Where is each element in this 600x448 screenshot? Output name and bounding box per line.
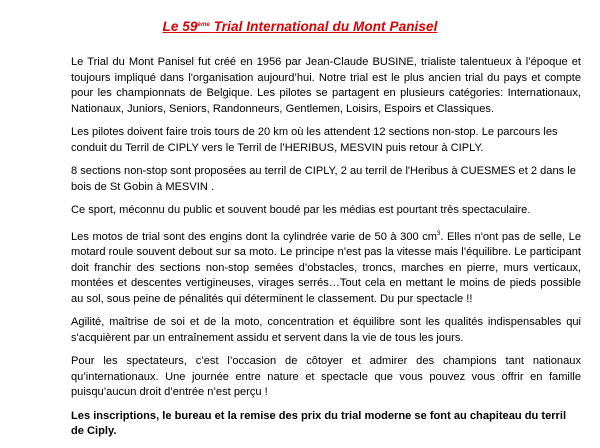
paragraph-registration: Les inscriptions, le bureau et la remise des prix du trial moderne se font au chapiteau du terril de Ciply. — [71, 409, 567, 437]
title-prefix: Le 59 — [162, 19, 198, 34]
paragraph-sections: 8 sections non-stop sont proposées au terril de CIPLY, 2 au terril de l'Heribus à CUESMES et 2 dans le bois de St Gobin à MESVIN . — [71, 165, 576, 193]
page-title — [0, 19, 600, 34]
motorcycles-text-start: Les motos de trial sont des engins dont la cylindrée varie de 50 à 300 cm — [71, 230, 438, 243]
document-body — [71, 55, 581, 448]
paragraph-motorcycles — [71, 227, 581, 308]
paragraph-skills: Agilité, maîtrise de soi et de la moto, concentration et équilibre sont les qualités indispensables qui s'acquièrent par un entraînement assidu et servent dans la vie de tous les jours. — [71, 316, 581, 344]
paragraph-history: Le Trial du Mont Panisel fut créé en 1956 par Jean-Claude BUSINE, trialiste talentueux à l’époque et toujours impliqué dans l'organisation aujourd’hui. Notre trial est le plus ancien trial du pays et compte pour les championnats de Belgique. Les pilotes se partagent en plusieurs catégories: Internationaux, Nationaux, Juniors, Seniors, Randonneurs, Gentlemen, Loisirs, Espoirs et Classiques. — [71, 56, 581, 115]
cubic-superscript: 3 — [437, 230, 441, 237]
motorcycles-text-end: . Elles n'ont pas de selle, Le motard roule souvent debout sur sa moto. Le principe n’est pas la vitesse mais l’équilibre. Le participant doit franchir des sections non-stop semées d’obstacles, troncs, marches en pierre, murs verticaux, montées et descentes vertigineuses, virages serrés…Tout cela en mettant le moins de pieds possible au sol, sous peine de pénalités qui déterminent le classement. Du pur spectacle !! — [71, 230, 581, 305]
title-ordinal-superscript: ème — [197, 22, 210, 28]
paragraph-route: Les pilotes doivent faire trois tours de 20 km où les attendent 12 sections non-stop. Le parcours les conduit du Terril de CIPLY vers le Terril de l’HERIBUS, MESVIN puis retour à CIPLY. — [71, 126, 558, 154]
title-suffix: Trial International du Mont Panisel — [209, 19, 438, 34]
paragraph-spectators: Pour les spectateurs, c’est l’occasion de côtoyer et admirer des champions tant nationaux qu’internationaux. Une journée entre nature et spectacle que vous pouvez vous offrir en famille puisqu’aucun droit d’entrée n’est perçu ! — [71, 355, 581, 398]
paragraph-sport-intro: Ce sport, méconnu du public et souvent boudé par les médias est pourtant très spectaculaire. — [71, 204, 531, 216]
